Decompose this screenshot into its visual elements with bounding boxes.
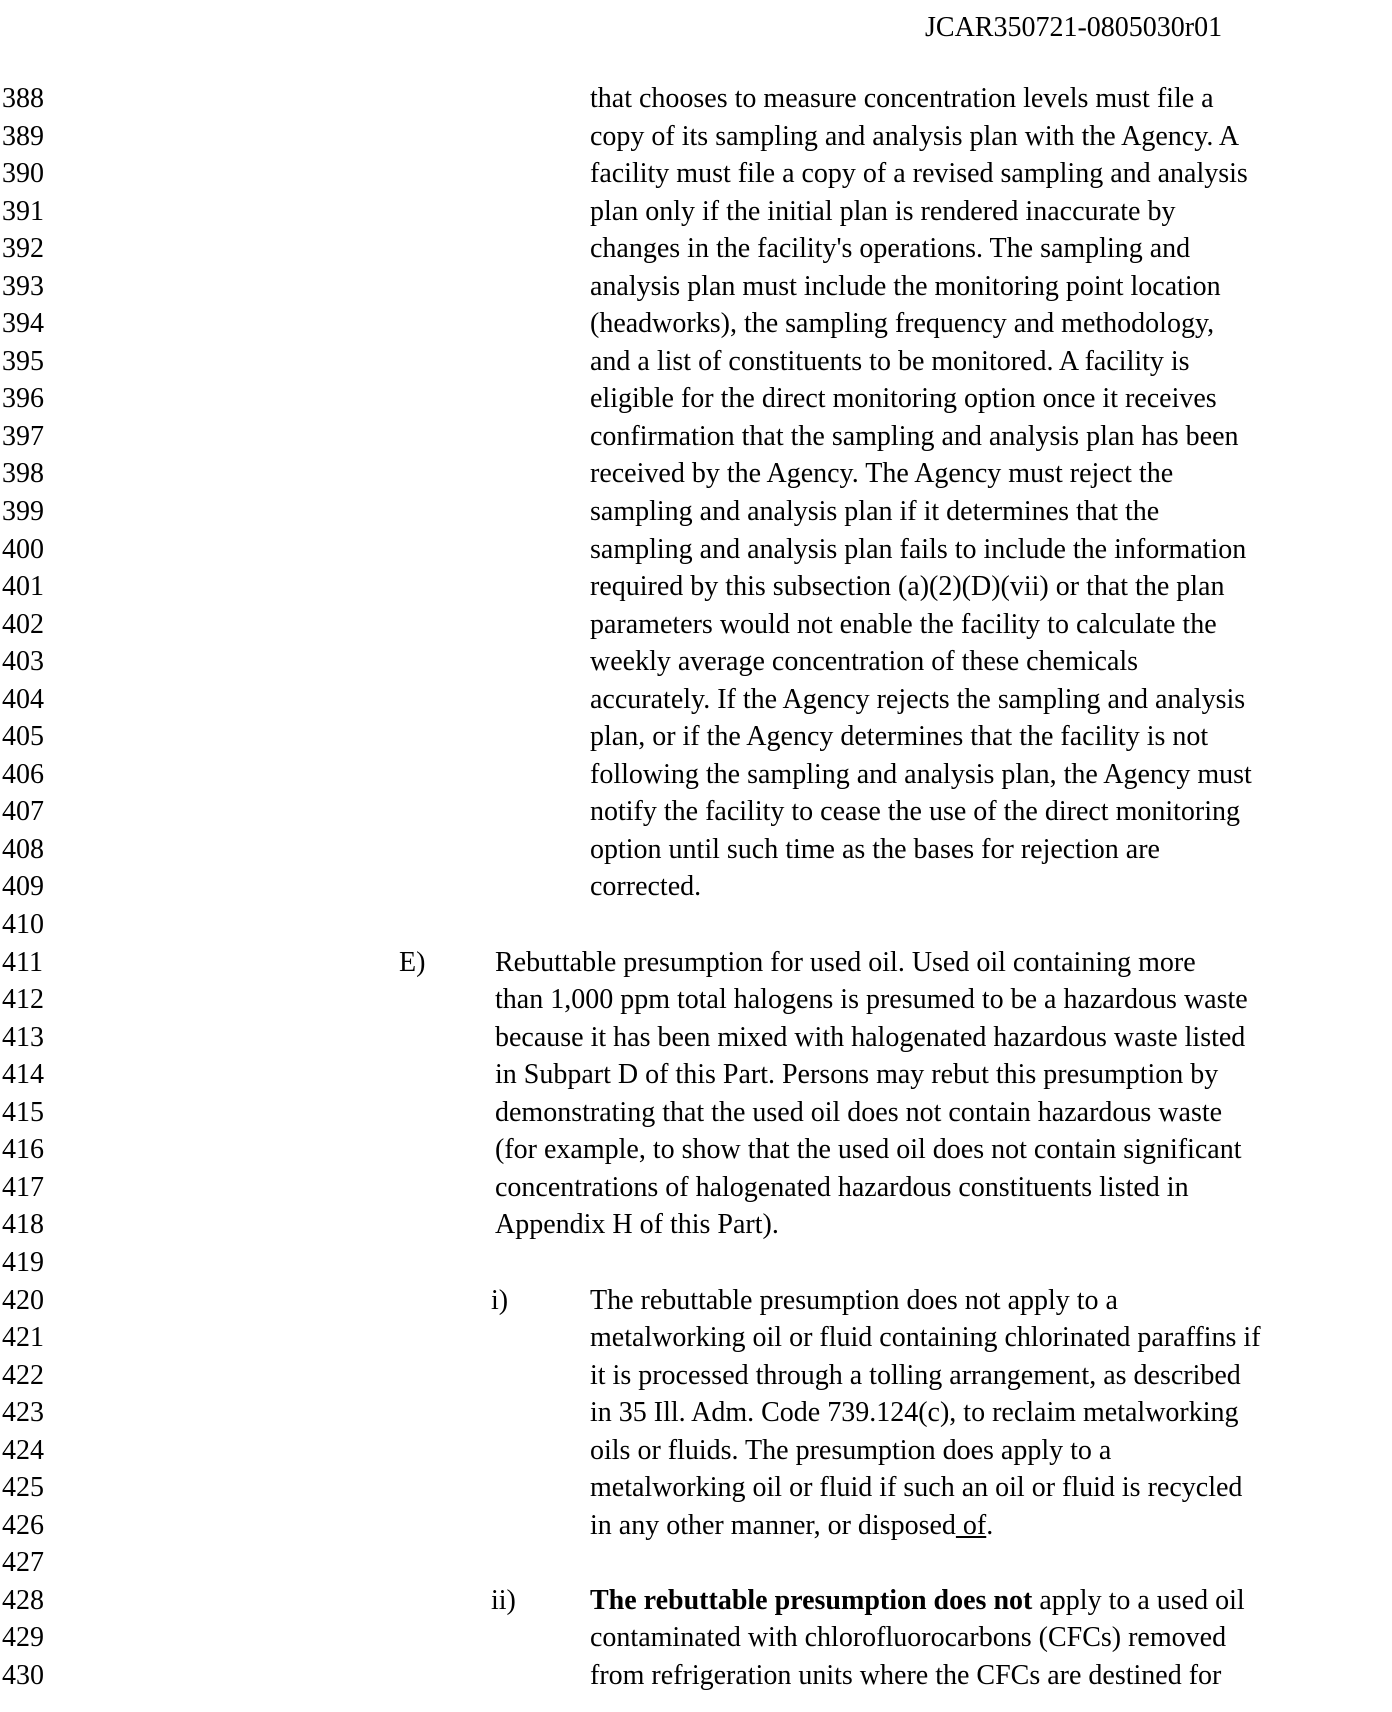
- line-number: 408: [2, 833, 44, 865]
- text-line: [0, 193, 1392, 231]
- text-line: [0, 944, 1392, 982]
- plain-text: copy of its sampling and analysis plan with the Agency. A: [590, 120, 1240, 152]
- line-text: [495, 1019, 1245, 1057]
- line-number: 423: [2, 1397, 44, 1429]
- line-number: 416: [2, 1134, 44, 1166]
- text-line: [0, 1131, 1392, 1169]
- subsection-label: i): [491, 1284, 509, 1316]
- plain-text: plan only if the initial plan is rendered inaccurate by: [590, 195, 1176, 227]
- bold-text: The rebuttable presumption does not: [590, 1584, 1033, 1616]
- line-text: [590, 1619, 1226, 1657]
- text-line: [0, 1094, 1392, 1132]
- plain-text: and a list of constituents to be monitored. A facility is: [590, 345, 1190, 377]
- plain-text: sampling and analysis plan fails to include the information: [590, 533, 1247, 565]
- line-number: 425: [2, 1472, 44, 1504]
- plain-text: demonstrating that the used oil does not contain hazardous waste: [495, 1096, 1223, 1128]
- underlined-insertion: of: [955, 1509, 987, 1541]
- line-number: 409: [2, 871, 44, 903]
- text-line: [0, 155, 1392, 193]
- line-text: [590, 1469, 1242, 1507]
- line-text: [590, 793, 1240, 831]
- line-number: 395: [2, 345, 44, 377]
- line-text: [495, 1056, 1218, 1094]
- line-text: [590, 1357, 1241, 1395]
- line-text: [590, 80, 1214, 118]
- line-number: 413: [2, 1021, 44, 1053]
- plain-text: facility must file a copy of a revised sampling and analysis: [590, 158, 1248, 190]
- plain-text: metalworking oil or fluid if such an oil or fluid is recycled: [590, 1472, 1243, 1504]
- plain-text: that chooses to measure concentration levels must file a: [590, 83, 1214, 114]
- text-line: [0, 981, 1392, 1019]
- plain-text: confirmation that the sampling and analysis plan has been: [590, 420, 1239, 452]
- plain-text: from refrigeration units where the CFCs are destined for: [590, 1659, 1222, 1691]
- text-line: [0, 455, 1392, 493]
- subsection-label: ii): [491, 1584, 516, 1616]
- line-text: [590, 568, 1224, 606]
- line-number: 393: [2, 270, 44, 302]
- text-line: [0, 493, 1392, 531]
- line-number: 424: [2, 1434, 44, 1466]
- plain-text: option until such time as the bases for rejection are: [590, 833, 1160, 865]
- line-text: [590, 230, 1190, 268]
- text-line: [0, 1019, 1392, 1057]
- line-text: [590, 155, 1248, 193]
- line-number: 428: [2, 1584, 44, 1616]
- text-line: [0, 793, 1392, 831]
- line-number: 399: [2, 496, 44, 528]
- line-number: 403: [2, 646, 44, 678]
- line-number: 398: [2, 458, 44, 490]
- line-text: [590, 1582, 1245, 1620]
- text-line: [0, 906, 1392, 944]
- line-number: 430: [2, 1659, 44, 1691]
- line-text: [590, 1507, 993, 1545]
- line-number: 418: [2, 1209, 44, 1241]
- text-line: [0, 1244, 1392, 1282]
- text-line: [0, 305, 1392, 343]
- line-number: 389: [2, 120, 44, 152]
- text-line: [0, 1357, 1392, 1395]
- subsection-label: E): [399, 946, 426, 978]
- plain-text: it is processed through a tolling arrangement, as described: [590, 1359, 1241, 1391]
- line-number: 417: [2, 1171, 44, 1203]
- line-text: [590, 380, 1217, 418]
- text-line: [0, 568, 1392, 606]
- line-text: [495, 1094, 1222, 1132]
- line-text: [590, 606, 1217, 644]
- line-text: [495, 981, 1248, 1019]
- plain-text: oils or fluids. The presumption does apply to a: [590, 1434, 1112, 1466]
- plain-text: in 35 Ill. Adm. Code 739.124(c), to reclaim metalworking: [590, 1397, 1239, 1429]
- line-number: 406: [2, 758, 44, 790]
- plain-text: plan, or if the Agency determines that the facility is not: [590, 721, 1209, 753]
- text-line: [0, 606, 1392, 644]
- line-number: 407: [2, 796, 44, 828]
- text-line: [0, 681, 1392, 719]
- document-id-header: JCAR350721-0805030r01: [925, 12, 1223, 43]
- text-line: [0, 418, 1392, 456]
- plain-text: metalworking oil or fluid containing chlorinated paraffins if: [590, 1322, 1261, 1354]
- line-text: [495, 1206, 779, 1244]
- line-number: 401: [2, 571, 44, 603]
- plain-text: weekly average concentration of these chemicals: [590, 646, 1139, 678]
- plain-text: corrected.: [590, 871, 702, 903]
- plain-text: The rebuttable presumption does not apply to a: [590, 1284, 1118, 1316]
- line-number: 394: [2, 308, 44, 340]
- line-number: 405: [2, 721, 44, 753]
- plain-text: contaminated with chlorofluorocarbons (CFCs) removed: [590, 1622, 1227, 1654]
- text-line: [0, 343, 1392, 381]
- line-number: 390: [2, 158, 44, 190]
- line-text: [590, 831, 1160, 869]
- plain-text: apply to a used oil: [1032, 1584, 1245, 1616]
- plain-text: (headworks), the sampling frequency and methodology,: [590, 308, 1215, 340]
- text-line: [0, 1319, 1392, 1357]
- line-text: [495, 1169, 1189, 1207]
- line-number: 388: [2, 83, 44, 114]
- text-line: [0, 80, 1392, 118]
- line-number: 426: [2, 1509, 44, 1541]
- plain-text: parameters would not enable the facility to calculate the: [590, 608, 1217, 640]
- plain-text: following the sampling and analysis plan, the Agency must: [590, 758, 1252, 790]
- line-text: [590, 305, 1214, 343]
- plain-text: analysis plan must include the monitoring point location: [590, 270, 1221, 302]
- text-line: [0, 1619, 1392, 1657]
- text-line: [0, 718, 1392, 756]
- plain-text: eligible for the direct monitoring option once it receives: [590, 383, 1217, 415]
- plain-text: received by the Agency. The Agency must reject the: [590, 458, 1174, 490]
- text-line: [0, 230, 1392, 268]
- text-line: [0, 118, 1392, 156]
- line-text: [590, 418, 1239, 456]
- line-number: 421: [2, 1322, 44, 1354]
- line-text: [495, 1131, 1242, 1169]
- line-number: 414: [2, 1059, 44, 1091]
- text-line: [0, 1206, 1392, 1244]
- line-text: [590, 493, 1159, 531]
- line-text: [590, 1394, 1239, 1432]
- line-text: [590, 193, 1175, 231]
- text-line: [0, 1056, 1392, 1094]
- plain-text: required by this subsection (a)(2)(D)(vii) or that the plan: [590, 571, 1225, 603]
- line-number: 391: [2, 195, 44, 227]
- line-number: 397: [2, 420, 44, 452]
- text-line: [0, 531, 1392, 569]
- text-line: [0, 380, 1392, 418]
- text-line: [0, 1657, 1392, 1695]
- plain-text: Appendix H of this Part).: [495, 1209, 779, 1241]
- line-text: [590, 681, 1245, 719]
- text-line: [0, 1394, 1392, 1432]
- line-text: [590, 718, 1208, 756]
- line-text: [590, 1282, 1118, 1320]
- line-text: [590, 455, 1173, 493]
- line-number: 420: [2, 1284, 44, 1316]
- line-text: [590, 1319, 1261, 1357]
- text-line: [0, 1544, 1392, 1582]
- text-line: [0, 1432, 1392, 1470]
- plain-text-after: .: [986, 1509, 994, 1541]
- plain-text: in Subpart D of this Part. Persons may rebut this presumption by: [495, 1059, 1219, 1091]
- line-text: [590, 268, 1221, 306]
- plain-text: than 1,000 ppm total halogens is presumed to be a hazardous waste: [495, 984, 1248, 1016]
- line-number: 402: [2, 608, 44, 640]
- text-line: [0, 643, 1392, 681]
- line-text: [495, 944, 1196, 982]
- text-line: [0, 1507, 1392, 1545]
- text-line: [0, 831, 1392, 869]
- line-number: 427: [2, 1547, 44, 1579]
- line-number: 404: [2, 683, 44, 715]
- plain-text: in any other manner, or disposed: [590, 1509, 956, 1541]
- numbered-text-body: [0, 80, 1392, 1695]
- text-line: [0, 1169, 1392, 1207]
- line-text: [590, 118, 1239, 156]
- line-text: [590, 531, 1246, 569]
- text-line: [0, 868, 1392, 906]
- line-number: 392: [2, 233, 44, 265]
- text-line: [0, 268, 1392, 306]
- plain-text: Rebuttable presumption for used oil. Used oil containing more: [495, 946, 1196, 978]
- line-number: 412: [2, 984, 44, 1016]
- line-number: 419: [2, 1246, 44, 1278]
- text-line: [0, 1582, 1392, 1620]
- text-line: [0, 1282, 1392, 1320]
- plain-text: concentrations of halogenated hazardous constituents listed in: [495, 1171, 1189, 1203]
- line-number: 415: [2, 1096, 44, 1128]
- line-text: [590, 868, 701, 906]
- line-text: [590, 343, 1190, 381]
- plain-text: notify the facility to cease the use of the direct monitoring: [590, 796, 1241, 828]
- line-number: 410: [2, 909, 44, 941]
- text-line: [0, 756, 1392, 794]
- line-text: [590, 643, 1138, 681]
- plain-text: (for example, to show that the used oil does not contain significant: [495, 1134, 1242, 1166]
- plain-text: sampling and analysis plan if it determines that the: [590, 496, 1160, 528]
- line-number: 422: [2, 1359, 44, 1391]
- text-line: [0, 1469, 1392, 1507]
- plain-text: accurately. If the Agency rejects the sampling and analysis: [590, 683, 1246, 715]
- line-text: [590, 1432, 1111, 1470]
- line-number: 411: [2, 946, 43, 978]
- line-text: [590, 1657, 1221, 1695]
- line-number: 429: [2, 1622, 44, 1654]
- line-number: 400: [2, 533, 44, 565]
- line-number: 396: [2, 383, 44, 415]
- plain-text: because it has been mixed with halogenated hazardous waste listed: [495, 1021, 1246, 1053]
- plain-text: changes in the facility's operations. The sampling and: [590, 233, 1191, 265]
- line-text: [590, 756, 1252, 794]
